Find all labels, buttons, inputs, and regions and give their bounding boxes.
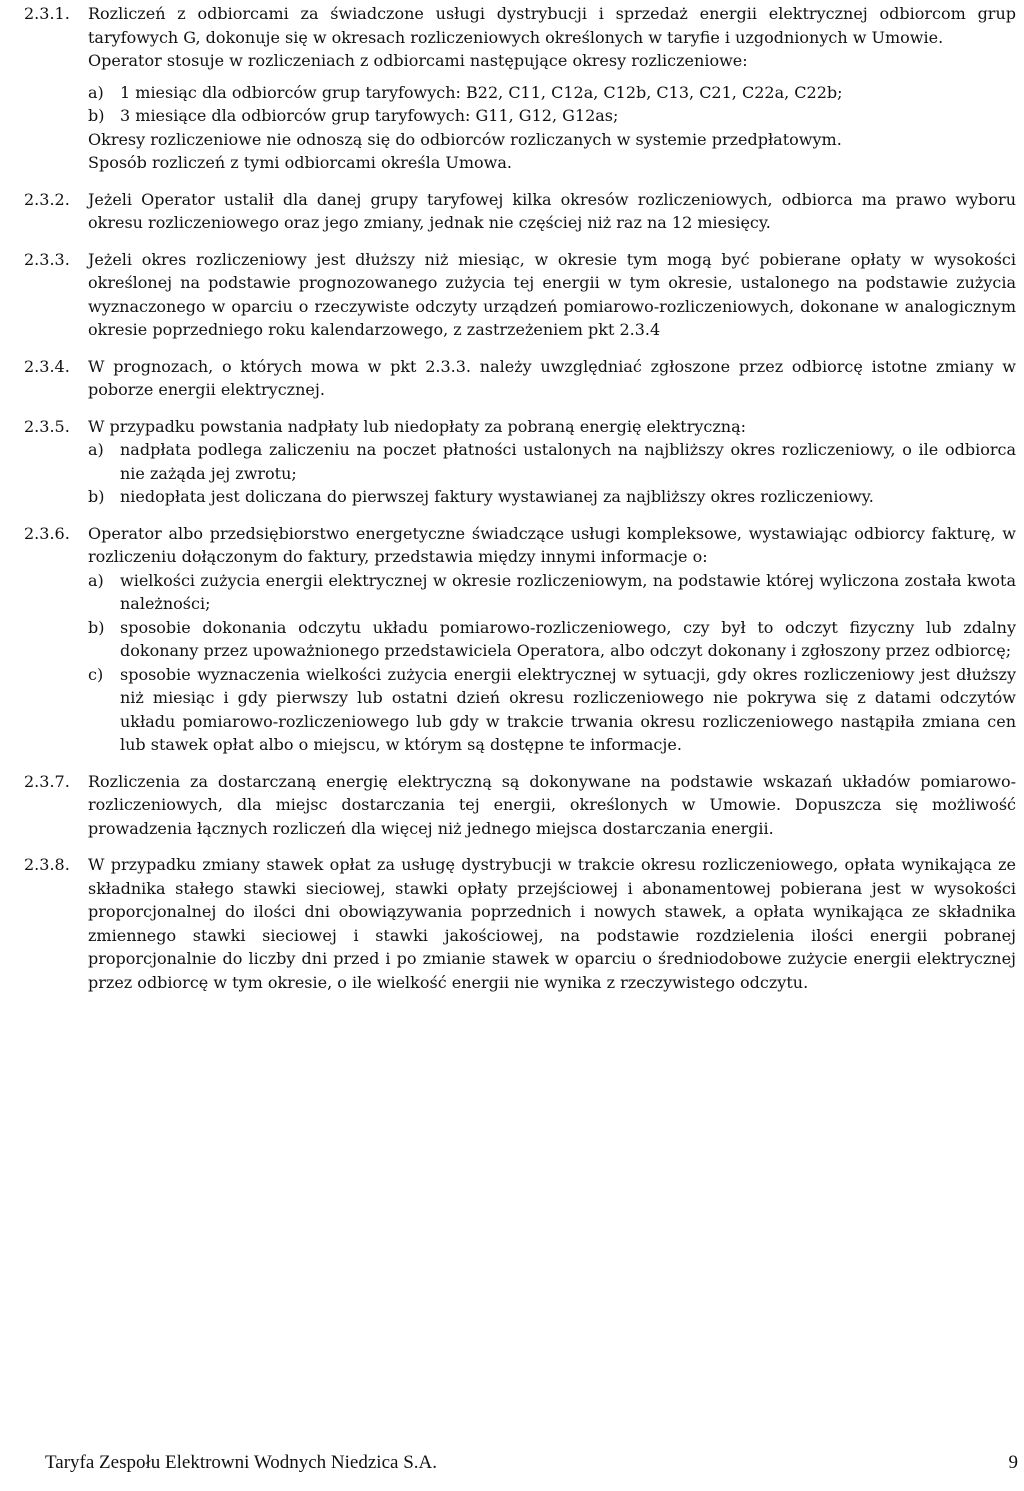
section: [24, 853, 1016, 994]
section: [24, 188, 1016, 235]
item-text: 1 miesiąc dla odbiorców grup taryfowych: B22, C11, C12a, C12b, C13, C21, C22a, C22b;: [120, 82, 843, 102]
section: [24, 415, 1016, 509]
section-body: [88, 415, 1016, 509]
paragraph: W prognozach, o których mowa w pkt 2.3.3. należy uwzględniać zgłoszone przez odbiorcę istotne zmiany w poborze energii elektrycznej.: [88, 356, 1016, 399]
item-label: a): [88, 570, 104, 590]
list-item: [88, 485, 1016, 509]
footer-document-title: Taryfa Zespołu Elektrowni Wodnych Niedzica S.A.: [45, 1452, 437, 1473]
item-label: b): [88, 487, 105, 506]
section-body: [88, 770, 1016, 841]
section-number: 2.3.5.: [24, 416, 70, 436]
item-list: [88, 569, 1016, 757]
section: [24, 522, 1016, 757]
item-label: b): [88, 617, 105, 637]
section-body: [88, 248, 1016, 342]
list-item: [88, 438, 1016, 485]
item-text: sposobie dokonania odczytu układu pomiarowo-rozliczeniowego, czy był to odczyt fizyczny lub zdalny dokonany przez upoważnionego przedstawiciela Operatora, albo odczyt dokonany i zgłoszony przez odbiorcę;: [120, 617, 1016, 660]
item-text: nadpłata podlega zaliczeniu na poczet płatności ustalonych na najbliższy okres rozliczeniowy, o ile odbiorca nie zażąda jej zwrotu;: [120, 440, 1016, 483]
paragraph: Sposób rozliczeń z tymi odbiorcami określa Umowa.: [88, 153, 512, 172]
item-text: niedopłata jest doliczana do pierwszej faktury wystawianej za najbliższy okres rozliczeniowy.: [120, 487, 874, 506]
paragraph: Jeżeli okres rozliczeniowy jest dłuższy niż miesiąc, w okresie tym mogą być pobierane opłaty w wysokości określonej na podstawie prognozowanego zużycia tej energii w tym okresie, ustalonego na podstawie zużycia wyznaczonego w oparciu o rzeczywiste odczyty urządzeń pomiarowo-rozliczeniowych, dokonane w analogicznym okresie poprzedniego roku kalendarzowego, z zastrzeżeniem pkt 2.3.4: [88, 249, 1016, 339]
section-number: 2.3.4.: [24, 356, 70, 376]
section-number: 2.3.7.: [24, 771, 70, 791]
paragraph: Operator stosuje w rozliczeniach z odbiorcami następujące okresy rozliczeniowe:: [88, 51, 748, 70]
section-number: 2.3.2.: [24, 189, 70, 209]
paragraph: W przypadku zmiany stawek opłat za usługę dystrybucji w trakcie okresu rozliczeniowego, opłata wynikająca ze składnika stałego stawki sieciowej, stawki opłaty przejściowej i abonamentowej pobierana jest w wysokości proporcjonalnej do ilości dni obowiązywania poprzednich i nowych stawek, a opłata wynikająca ze składnika zmiennego stawki sieciowej i stawki jakościowej, na podstawie rozdzielenia ilości energii pobranej proporcjonalnie do liczby dni przed i po zmianie stawek w oparciu o średniodobowe zużycie energii elektrycznej przez odbiorcę w tym okresie, o ile wielkość energii nie wynika z rzeczywistego odczytu.: [88, 855, 1016, 992]
section-number: 2.3.1.: [24, 4, 70, 23]
section-body: [88, 355, 1016, 402]
section-body: [88, 522, 1016, 757]
paragraph: W przypadku powstania nadpłaty lub niedopłaty za pobraną energię elektryczną:: [88, 416, 747, 436]
paragraph: Okresy rozliczeniowe nie odnoszą się do odbiorców rozliczanych w systemie przedpłatowym.: [88, 129, 842, 149]
section: [24, 2, 1016, 175]
section-number: 2.3.8.: [24, 855, 70, 874]
section-body: [88, 853, 1016, 994]
page-number: 9: [1008, 1452, 1018, 1473]
section-body: [88, 188, 1016, 235]
list-item: [88, 663, 1016, 757]
paragraph: Jeżeli Operator ustalił dla danej grupy taryfowej kilka okresów rozliczeniowych, odbiorca ma prawo wyboru okresu rozliczeniowego oraz jego zmiany, jednak nie częściej niż raz na 12 miesięcy.: [88, 189, 1016, 232]
paragraph: Operator albo przedsiębiorstwo energetyczne świadczące usługi kompleksowe, wystawiając odbiorcy fakturę, w rozliczeniu dołączonym do faktury, przedstawia między innymi informacje o:: [88, 523, 1016, 566]
item-label: c): [88, 664, 104, 684]
item-text: sposobie wyznaczenia wielkości zużycia energii elektrycznej w sytuacji, gdy okres rozliczeniowy jest dłuższy niż miesiąc i gdy pierwszy lub ostatni dzień okresu rozliczeniowego nie pokrywa się z datami odczytów układu pomiarowo-rozliczeniowego lub gdy w trakcie trwania okresu rozliczeniowego nastąpiła zmiana cen lub stawek opłat albo o miejscu, w którym są dostępne te informacje.: [120, 664, 1016, 754]
list-item: [88, 569, 1016, 616]
document-content: [24, 2, 1016, 994]
section: [24, 355, 1016, 402]
item-list: [88, 81, 1016, 128]
item-text: wielkości zużycia energii elektrycznej w okresie rozliczeniowym, na podstawie której wyliczona została kwota należności;: [120, 570, 1016, 613]
list-item: [88, 104, 1016, 128]
item-list: [88, 438, 1016, 509]
paragraph: Rozliczenia za dostarczaną energię elektryczną są dokonywane na podstawie wskazań układów pomiarowo-rozliczeniowych, dla miejsc dostarczania tej energii, określonych w Umowie. Dopuszcza się możliwość prowadzenia łącznych rozliczeń dla więcej niż jednego miejsca dostarczania energii.: [88, 771, 1016, 838]
item-label: b): [88, 106, 105, 125]
section: [24, 770, 1016, 841]
section-number: 2.3.6.: [24, 523, 70, 543]
section-body: [88, 2, 1016, 175]
section: [24, 248, 1016, 342]
paragraph: Rozliczeń z odbiorcami za świadczone usługi dystrybucji i sprzedaż energii elektrycznej odbiorcom grup taryfowych G, dokonuje się w okresach rozliczeniowych określonych w taryfie i uzgodnionych w Umowie.: [88, 4, 1016, 47]
section-number: 2.3.3.: [24, 249, 70, 269]
list-item: [88, 616, 1016, 663]
item-text: 3 miesiące dla odbiorców grup taryfowych: G11, G12, G12as;: [120, 106, 619, 125]
item-label: a): [88, 82, 104, 102]
item-label: a): [88, 440, 104, 459]
page-footer: [45, 1451, 1018, 1475]
list-item: [88, 81, 1016, 105]
